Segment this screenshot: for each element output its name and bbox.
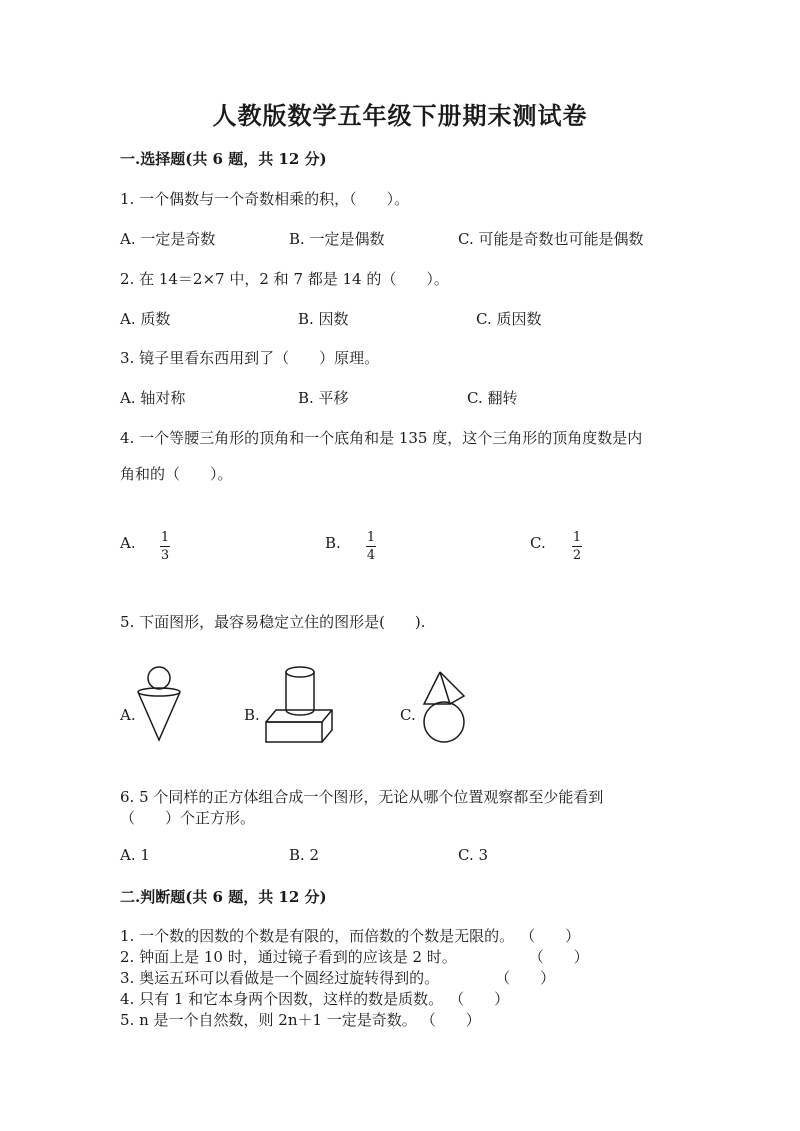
section-heading-judgement: 二.判断题(共 6 题，共 12 分) xyxy=(120,888,327,906)
question-3-option-b: B. 平移 xyxy=(298,389,349,407)
question-4-option-b-fraction xyxy=(366,526,376,563)
fraction-denominator: 2 xyxy=(572,548,582,563)
judgement-item xyxy=(120,988,509,1009)
judgement-item-text: 1. 一个数的因数的个数是有限的，而倍数的个数是无限的。 xyxy=(120,927,515,945)
judgement-item-blank: （ ） xyxy=(528,948,589,966)
question-3-option-c: C. 翻转 xyxy=(467,389,518,407)
fraction-numerator: 1 xyxy=(572,530,582,545)
question-5-option-c-label: C. xyxy=(400,706,416,724)
question-2-option-b: B. 因数 xyxy=(298,310,349,328)
question-1-option-c: C. 可能是奇数也可能是偶数 xyxy=(458,230,644,248)
question-4-option-c-fraction xyxy=(572,526,582,563)
question-2-stem: 2. 在 14＝2×7 中，2 和 7 都是 14 的（ ）。 xyxy=(120,270,449,288)
question-1-option-b: B. 一定是偶数 xyxy=(289,230,385,248)
fraction-numerator: 1 xyxy=(366,530,376,545)
question-4-option-a-fraction xyxy=(160,526,170,563)
cylinder-on-box-figure xyxy=(262,664,337,744)
judgement-item xyxy=(120,1009,481,1030)
question-4-option-b-label: B. xyxy=(325,534,341,552)
judgement-item xyxy=(120,946,589,967)
question-5-option-a-label: A. xyxy=(120,706,136,724)
fraction-denominator: 3 xyxy=(160,548,170,563)
judgement-item-text: 4. 只有 1 和它本身两个因数，这样的数是质数。 xyxy=(120,990,444,1008)
question-2-option-c: C. 质因数 xyxy=(476,310,542,328)
page-title: 人教版数学五年级下册期末测试卷 xyxy=(212,101,588,130)
pyramid-on-sphere-figure xyxy=(420,668,470,744)
question-4-stem-line1: 4. 一个等腰三角形的顶角和一个底角和是 135 度，这个三角形的顶角度数是内 xyxy=(120,429,643,447)
judgement-item xyxy=(120,967,555,988)
question-5-stem: 5. 下面图形，最容易稳定立住的图形是( ). xyxy=(120,613,426,631)
judgement-item-blank: （ ） xyxy=(495,969,556,987)
question-4-option-a-label: A. xyxy=(120,534,136,552)
sphere-on-cone-figure xyxy=(134,664,184,744)
question-4-option-c-label: C. xyxy=(530,534,546,552)
question-3-stem: 3. 镜子里看东西用到了（ ）原理。 xyxy=(120,349,380,367)
question-6-option-b: B. 2 xyxy=(289,846,320,864)
judgement-item-text: 3. 奥运五环可以看做是一个圆经过旋转得到的。 xyxy=(120,969,440,987)
question-1-option-a: A. 一定是奇数 xyxy=(120,230,216,248)
question-6-stem-line1: 6. 5 个同样的正方体组合成一个图形，无论从哪个位置观察都至少能看到 xyxy=(120,788,604,806)
question-2-option-a: A. 质数 xyxy=(120,310,171,328)
section-heading-choice: 一.选择题(共 6 题，共 12 分) xyxy=(120,150,327,168)
fraction-denominator: 4 xyxy=(366,548,376,563)
question-1-stem: 1. 一个偶数与一个奇数相乘的积，（ ）。 xyxy=(120,190,410,208)
judgement-item-text: 5. n 是一个自然数，则 2n＋1 一定是奇数。 xyxy=(120,1011,417,1029)
question-5-option-b-label: B. xyxy=(244,706,260,724)
judgement-item-text: 2. 钟面上是 10 时，通过镜子看到的应该是 2 时。 xyxy=(120,948,457,966)
judgement-item-blank: （ ） xyxy=(420,1011,481,1029)
question-6-option-a: A. 1 xyxy=(120,846,150,864)
question-6-option-c: C. 3 xyxy=(458,846,489,864)
fraction-numerator: 1 xyxy=(160,530,170,545)
judgement-item-blank: （ ） xyxy=(449,990,510,1008)
question-3-option-a: A. 轴对称 xyxy=(120,389,186,407)
judgement-item xyxy=(120,925,580,946)
question-4-stem-line2: 角和的（ ）。 xyxy=(120,465,233,483)
judgement-item-blank: （ ） xyxy=(520,927,581,945)
question-6-stem-line2: （ ）个正方形。 xyxy=(120,809,256,827)
